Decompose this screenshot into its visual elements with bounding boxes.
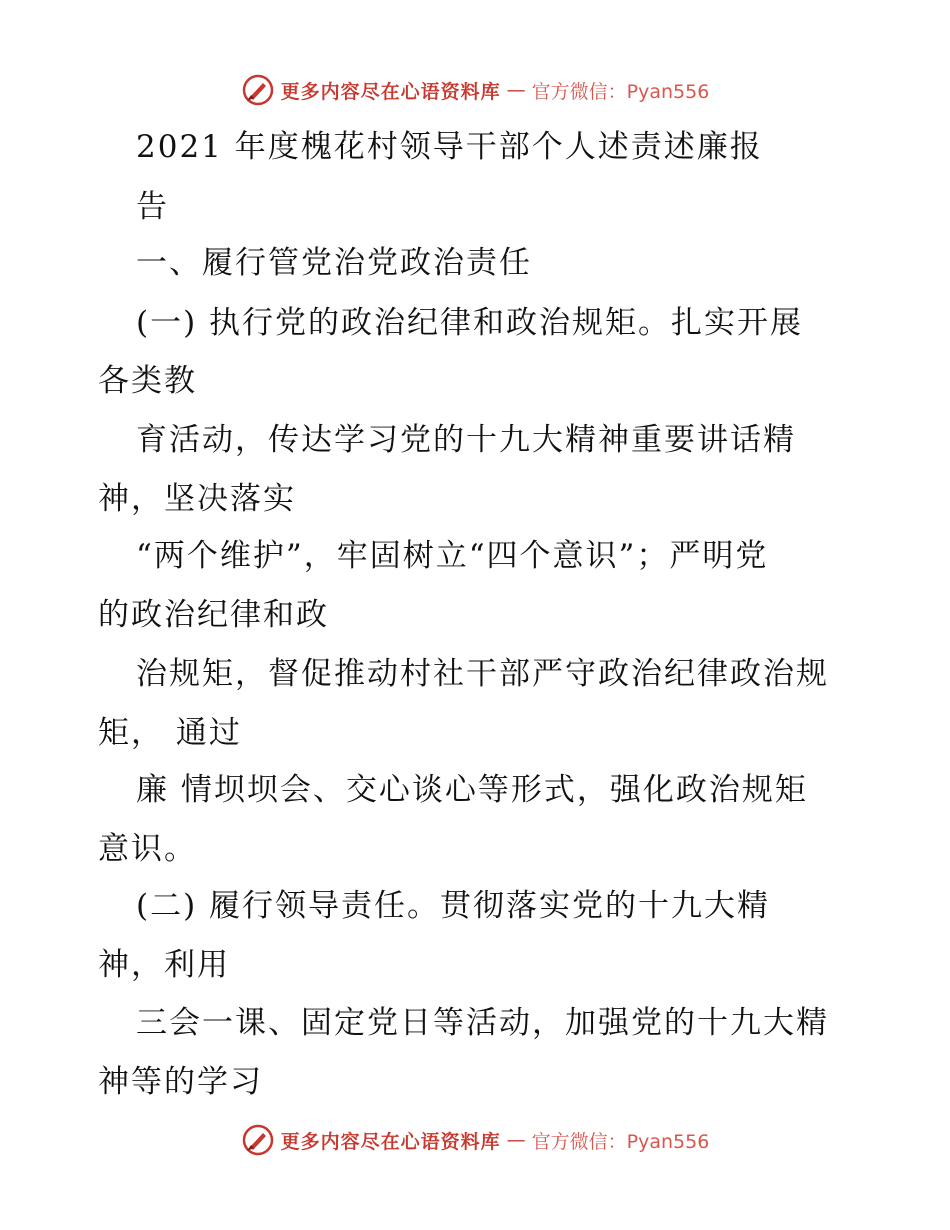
watermark-separator: — xyxy=(506,1129,526,1151)
paragraph-line: “两个维护”，牢固树立“四个意识”；严明党 xyxy=(136,538,769,574)
paragraph-line: 廉 情坝坝会、交心谈心等形式，强化政治规矩 xyxy=(136,772,808,808)
watermark-wechat: 官方微信：Pyan556 xyxy=(531,1130,710,1153)
pen-logo-icon xyxy=(241,1123,275,1157)
paragraph-line: 神，坚决落实 xyxy=(98,481,296,517)
paragraph-line: 育活动，传达学习党的十九大精神重要讲话精 xyxy=(136,422,796,458)
watermark-wechat: 官方微信：Pyan556 xyxy=(531,80,710,103)
paragraph-line: 神，利用 xyxy=(98,947,230,983)
watermark-text: 更多内容尽在心语资料库 xyxy=(280,80,501,103)
document-title-line-1: 2021 年度槐花村领导干部个人述责述廉报 xyxy=(136,129,763,165)
paragraph-line: 三会一课、固定党日等活动，加强党的十九大精 xyxy=(136,1005,829,1041)
paragraph-line: 神等的学习 xyxy=(98,1064,263,1100)
pen-logo-icon xyxy=(241,73,275,107)
paragraph-line: 意识。 xyxy=(98,831,197,867)
watermark-separator: — xyxy=(506,79,526,101)
paragraph-line: 矩， 通过 xyxy=(98,715,242,751)
paragraph-line: 的政治纪律和政 xyxy=(98,597,329,633)
header-watermark xyxy=(0,70,950,110)
watermark-text: 更多内容尽在心语资料库 xyxy=(280,1130,501,1153)
document-title-line-2: 告 xyxy=(136,189,169,225)
paragraph-line: 治规矩，督促推动村社干部严守政治纪律政治规 xyxy=(136,656,829,692)
section-heading-1: 一、履行管党治党政治责任 xyxy=(136,245,532,281)
footer-watermark xyxy=(0,1120,950,1160)
paragraph-line: 各类教 xyxy=(98,363,197,399)
paragraph-line: (一) 执行党的政治纪律和政治规矩。扎实开展 xyxy=(136,305,804,341)
paragraph-line: (二) 履行领导责任。贯彻落实党的十九大精 xyxy=(136,888,771,924)
